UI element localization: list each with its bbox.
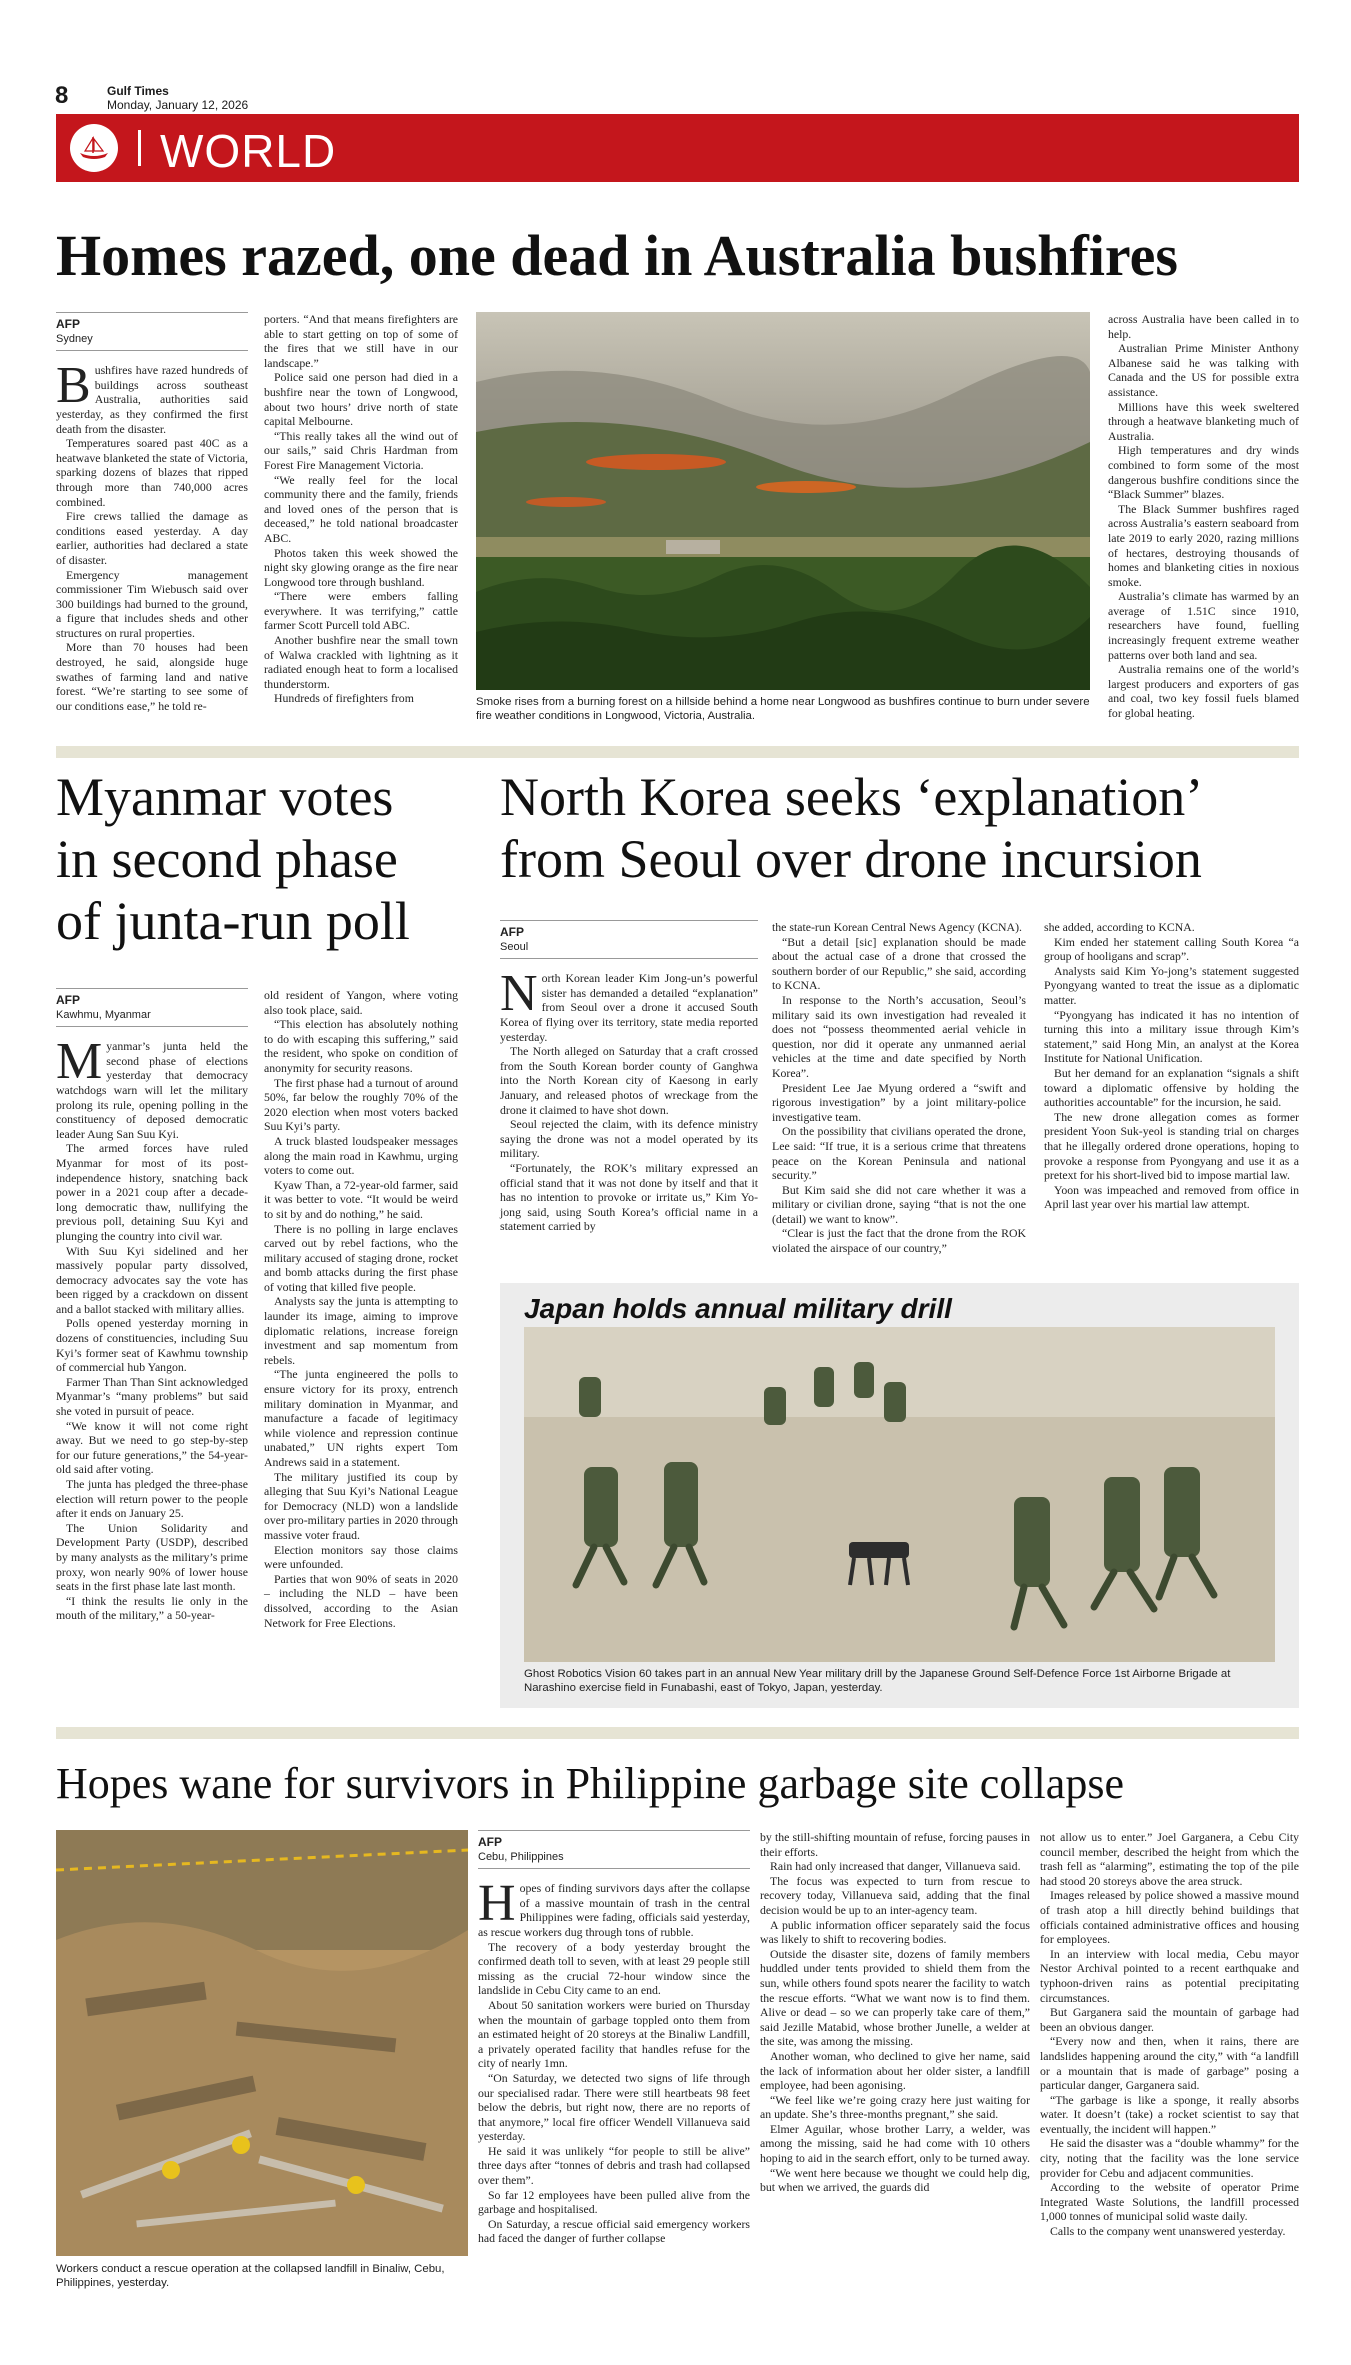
paragraph: Analysts said Kim Yo-jong’s statement suggested Pyongyang wanted to treat the issue as a diplomatic matter. (1044, 963, 1299, 1007)
paragraph: “But a detail [sic] explanation should be made about the actual case of a drone that crossed the southern border of our Republic,” she said, according to KCNA. (772, 934, 1026, 993)
paragraph: The Black Summer bushfires raged across Australia’s eastern seaboard from late 2019 to early 2020, razing millions of hectares, destroying thousands of homes and blanketing cities in noxious smoke. (1108, 501, 1299, 589)
paragraph: In response to the North’s accusation, Seoul’s military said its own investigation had revealed it does not “possess theommented aerial vehicle in question, nor did it operate any unmanned aerial vehicles at the time and date specified by North Korea”. (772, 992, 1026, 1080)
paragraph: Seoul rejected the claim, with its defence ministry saying the drone was not a model operated by its military. (500, 1117, 758, 1161)
paragraph: So far 12 employees have been pulled alive from the garbage and hospitalised. (478, 2187, 750, 2217)
paragraph: But Kim said she did not care whether it was a military or civilian drone, saying “that is not the one (detail) we want to know”. (772, 1182, 1026, 1226)
paragraph: Hundreds of firefighters from (274, 691, 414, 706)
paragraph: ushfires have razed hundreds of buildings across southeast Australia, authorities said yesterday, as they confirmed the first death from the disaster. (56, 363, 248, 436)
byline-source: AFP (478, 1835, 502, 1849)
paragraph: Analysts say the junta is attempting to launder its image, aiming to improve diplomatic relations, increase foreign investment and sap momentum from rebels. (264, 1294, 458, 1367)
paragraph: The military justified its coup by alleging that Suu Kyi’s National League for Democracy (NLD) won a landslide over pro-military parties in 2020 through massive voter fraud. (264, 1469, 458, 1542)
paragraph: porters. “And that means firefighters are able to start getting on top of some of the fires that we still have in our landscape.” (264, 312, 458, 370)
story-myanmar-col2 (264, 988, 458, 1708)
dropcap: B (56, 357, 91, 415)
section-separator (138, 130, 141, 166)
paragraph: In an interview with local media, Cebu mayor Nestor Archival pointed to a recent earthquake and typhoon-driven rains as potential precipitating circumstances. (1040, 1946, 1299, 2005)
paragraph: With Suu Kyi sidelined and her massively popular party dissolved, democracy advocates say the vote has been rigged by a crackdown on dissent and a ballot stacked with military allies. (56, 1243, 248, 1316)
page-number: 8 (55, 82, 69, 109)
story-australia-headline: Homes razed, one dead in Australia bushfires (56, 223, 1178, 288)
headline-line: from Seoul over drone incursion (500, 829, 1202, 889)
paragraph: Outside the disaster site, dozens of family members huddled under tents provided to shield them from the sun, while others found spots nearer the facility to watch the rescue efforts. “What we want now is to find them. Alive or dead – so we can properly take care of them,” said Jezille Matabid, whose brother Junelle, a welder at the site, was among the missing. (760, 1946, 1030, 2049)
story-philippines-col1 (478, 1830, 750, 2290)
paragraph: President Lee Jae Myung ordered a “swift and rigorous investigation” by a joint military-police investigative team. (772, 1080, 1026, 1124)
byline (56, 988, 248, 1027)
paragraph: Election monitors say those claims were unfounded. (264, 1542, 458, 1572)
paragraph: she added, according to KCNA. (1044, 920, 1195, 934)
story-myanmar-col1 (56, 988, 248, 1708)
byline (478, 1830, 750, 1869)
landfill-caption: Workers conduct a rescue operation at the collapsed landfill in Binaliw, Cebu, Philippines, yesterday. (56, 2263, 445, 2289)
bushfire-photo (476, 312, 1090, 690)
paragraph: “This really takes all the wind out of our sails,” said Chris Hardman from Forest Fire Management Victoria. (264, 428, 458, 472)
headline-line: Myanmar votes (56, 767, 394, 827)
paragraph: The first phase had a turnout of around 50%, far below the roughly 70% of the 2020 election when most voters backed Suu Kyi’s party. (264, 1075, 458, 1134)
drill-title: Japan holds annual military drill (524, 1293, 952, 1324)
paragraph: “Clear is just the fact that the drone from the ROK violated the airspace of our country,” (772, 1226, 1026, 1256)
story-korea-col2 (772, 920, 1026, 1280)
section-divider (56, 1727, 1299, 1739)
byline-location: Sydney (56, 332, 93, 345)
paragraph: According to the website of operator Prime Integrated Waste Solutions, the landfill processed 1,000 tonnes of municipal solid waste daily. (1040, 2180, 1299, 2224)
paragraph: The recovery of a body yesterday brought the confirmed death toll to seven, with at least 29 people still missing as the crucial 72-hour window since the landslide in Cebu City came to an end. (478, 1939, 750, 1998)
byline-location: Kawhmu, Myanmar (56, 1008, 151, 1021)
dropcap: N (500, 965, 538, 1023)
byline-source: AFP (56, 993, 80, 1007)
paragraph: Another woman, who declined to give her name, said the lack of information about her older sister, a landfill employee, had been agonising. (760, 2048, 1030, 2093)
paragraph: Elmer Aguilar, whose brother Larry, a welder, was among the missing, said he had come with 10 others hoping to aid in the search effort, only to be turned away. (760, 2121, 1030, 2166)
headline-line: North Korea seeks ‘explanation’ (500, 767, 1204, 827)
paragraph: The Union Solidarity and Development Party (USDP), described by many analysts as the military’s prime proxy, won nearly 90% of lower house seats in the first phase late last month. (56, 1520, 248, 1594)
paragraph: Yoon was impeached and removed from office in April last year over his martial law attempt. (1044, 1182, 1299, 1212)
paragraph: The new drone allegation comes as former president Yoon Suk-yeol is standing trial on charges that he illegally ordered drone operations, hoping to provoke a response from Pyongyang and use it as a pretext for his short-lived bid to impose martial law. (1044, 1109, 1299, 1183)
paragraph: Calls to the company went unanswered yesterday. (1050, 2224, 1286, 2239)
paragraph: There is no polling in large enclaves carved out by rebel factions, who the military accused of staging drone, rocket and bomb attacks during the first phase of voting that killed five people. (264, 1221, 458, 1294)
bushfire-caption: Smoke rises from a burning forest on a hillside behind a home near Longwood as bushfires continue to burn under severe fire weather conditions in Longwood, Victoria, Australia. (476, 696, 1090, 722)
paragraph: About 50 sanitation workers were buried on Thursday when the mountain of garbage toppled onto them from an estimated height of 20 storeys at the Binaliw Landfill, a privately operated facility that handles refuse for the city of nearly 1mn. (478, 1997, 750, 2071)
story-australia-col1 (56, 312, 248, 726)
paragraph: Kyaw Than, a 72-year-old farmer, said it was better to vote. “It would be weird to sit by and do nothing,” he said. (264, 1177, 458, 1221)
story-australia-col3 (1108, 312, 1299, 726)
headline-line: in second phase (56, 829, 398, 889)
paragraph: He said it was unlikely “for people to still be alive” three days after “tonnes of debris and trash had collapsed over them”. (478, 2143, 750, 2188)
byline-location: Cebu, Philippines (478, 1850, 564, 1863)
paragraph: But Garganera said the mountain of garbage had been an obvious danger. (1040, 2005, 1299, 2034)
paragraph: The focus was expected to turn from rescue to recovery today, Villanueva said, adding that the final decision would be up to an inter-agency team. (760, 1873, 1030, 1917)
byline (500, 920, 758, 959)
paragraph: across Australia have been called in to help. (1108, 312, 1299, 341)
section-title: WORLD (160, 125, 337, 177)
section-divider (56, 746, 1299, 758)
paragraph: Fire crews tallied the damage as conditions eased yesterday. A day earlier, authorities had declared a state of disaster. (56, 509, 248, 567)
paragraph: “The junta engineered the polls to ensure victory for its proxy, entrench military domination in Myanmar, and manufacture a facade of legitimacy while violence and repression continue unabated,” UN rights expert Tom Andrews said in a statement. (264, 1367, 458, 1469)
paragraph: Farmer Than Than Sint acknowledged Myanmar’s “many problems” but said she voted in pursuit of peace. (56, 1374, 248, 1419)
byline-location: Seoul (500, 940, 529, 953)
paragraph: But her demand for an explanation “signals a shift toward a diplomatic offensive by holding the authorities accountable” for the incursion, he said. (1044, 1065, 1299, 1110)
paragraph: The North alleged on Saturday that a craft crossed from the South Korean border county of Ganghwa into the North Korean city of Kaesong in early January, and released photos of wreckage from the drone it claimed to have shot down. (500, 1044, 758, 1117)
landfill-photo (56, 1830, 468, 2256)
paragraph: Emergency management commissioner Tim Wiebusch said over 300 buildings had burned to the ground, a figure that includes sheds and other structures on rural properties. (56, 567, 248, 640)
dropcap: H (478, 1875, 516, 1933)
paragraph: On Saturday, a rescue official said emergency workers had faced the danger of further collapse (478, 2216, 750, 2246)
story-korea-col3 (1044, 920, 1299, 1280)
paragraph: Images released by police showed a massive mound of trash atop a hill directly behind buildings that officials contained administrative offices and housing for employees. (1040, 1888, 1299, 1947)
drill-caption: Ghost Robotics Vision 60 takes part in an annual New Year military drill by the Japanese Ground Self-Defence Force 1st Airborne Brigade at Narashino exercise field in Funabashi, east of Tokyo, Japan, yesterday. (524, 1668, 1231, 1694)
paragraph: “We went here because we thought we could help dig, but when we arrived, the guards did (760, 2165, 1030, 2195)
paragraph: old resident of Yangon, where voting also took place, said. (264, 988, 458, 1017)
paragraph: “We really feel for the local community there and the family, friends and loved ones of the person that is deceased,” he told national broadcaster ABC. (264, 472, 458, 545)
paragraph: “This election has absolutely nothing to do with escaping this suffering,” said the resident, who spoke on condition of anonymity for security reasons. (264, 1017, 458, 1075)
paragraph: “I think the results lie only in the mouth of the military,” a 50-year- (56, 1593, 248, 1623)
paragraph: Polls opened yesterday morning in dozens of constituencies, including Suu Kyi’s former seat of Kawhmu township of commercial hub Yangon. (56, 1316, 248, 1375)
paragraph: Australia’s climate has warmed by an average of 1.51C since 1910, researchers have found, fuelling increasingly frequent extreme weather patterns over both land and sea. (1108, 589, 1299, 662)
paragraph: Rain had only increased that danger, Villanueva said. (770, 1859, 1021, 1874)
section-bar (56, 114, 1299, 182)
paragraph: “We know it will not come right away. But we need to go step-by-step for our future generations,” the 54-year-old said after voting. (56, 1418, 248, 1477)
paragraph: A public information officer separately said the focus was likely to shift to recovering bodies. (760, 1917, 1030, 1947)
story-philippines-col3 (1040, 1830, 1299, 2290)
paragraph: Australia remains one of the world’s largest producers and exporters of gas and coal, two key fossil fuels blamed for global heating. (1108, 662, 1299, 721)
story-philippines-headline: Hopes wane for survivors in Philippine garbage site collapse (56, 1759, 1124, 1808)
paragraph: by the still-shifting mountain of refuse, forcing pauses in their efforts. (760, 1830, 1030, 1859)
paragraph: yanmar’s junta held the second phase of elections yesterday that democracy watchdogs warn will let the military prolong its rule, opening polling in the constituency of deposed democratic leader Aung San Suu Kyi. (56, 1039, 248, 1141)
paragraph: A truck blasted loudspeaker messages along the main road in Kawhmu, urging voters to come out. (264, 1133, 458, 1178)
paragraph: More than 70 houses had been destroyed, he said, alongside huge swathes of farming land and native forest. “We’re starting to see some of our conditions ease,” he told re- (56, 640, 248, 713)
paragraph: the state-run Korean Central News Agency (KCNA). (772, 920, 1022, 934)
paragraph: not allow us to enter.” Joel Garganera, a Cebu City council member, described the height from which the trash fell as “alarming”, estimating the top of the pile had stood 20 storeys above the area struck. (1040, 1830, 1299, 1888)
paragraph: opes of finding survivors days after the collapse of a massive mountain of trash in the central Philippines were fading, officials said yesterday, as rescue workers dug through tons of rubble. (478, 1881, 750, 1939)
paper-name: Gulf Times (107, 84, 169, 98)
paragraph: Parties that won 90% of seats in 2020 – including the NLD – have been dissolved, according to the Asian Network for Free Elections. (264, 1571, 458, 1630)
byline (56, 312, 248, 351)
paper-date: Monday, January 12, 2026 (107, 98, 249, 112)
paragraph: Another bushfire near the small town of Walwa crackled with lightning as it radiated enough heat to form a localised thunderstorm. (264, 633, 458, 691)
paragraph: Millions have this week sweltered through a heatwave blanketing much of Australia. (1108, 399, 1299, 443)
paragraph: Photos taken this week showed the night sky glowing orange as the fire near Longwood tore through bushland. (264, 545, 458, 589)
headline-line: of junta-run poll (56, 891, 410, 951)
paragraph: “The garbage is like a sponge, it really absorbs water. It doesn’t (take) a rocket scientist to say that eventually, the incident will happen.” (1040, 2092, 1299, 2136)
paragraph: “Fortunately, the ROK’s military expressed an official stand that it was not done by itself and that it has no intention to provoke or irritate us,” Kim Yo-jong said, using South Korea’s official name in a statement carried by (500, 1160, 758, 1234)
paragraph: He said the disaster was a “double whammy” for the city, noting that the facility was the lone service provider for Cebu and adjacent communities. (1040, 2136, 1299, 2180)
dhow-logo-icon (70, 124, 118, 172)
byline-source: AFP (500, 925, 524, 939)
paragraph: “On Saturday, we detected two signs of life through our specialised radar. There were still heartbeats 98 feet below the debris, but right now, there are no reports of that anymore,” local fire officer Wendell Villanueva said yesterday. (478, 2070, 750, 2144)
paragraph: “We feel like we’re going crazy here just waiting for an update. She’s three-months pregnant,” she said. (760, 2092, 1030, 2122)
paragraph: “Every now and then, when it rains, there are landslides happening around the city,” with “a landfill or a mountain that is made of garbage” posing a particular danger, Garganera said. (1040, 2034, 1299, 2093)
drill-photo-box (500, 1283, 1299, 1708)
story-myanmar-headline (56, 766, 496, 952)
paragraph: orth Korean leader Kim Jong-un’s powerful sister has demanded a detailed “explanation” from Seoul over a drone it accused South Korea of flying over its territory, state media reported yesterday. (500, 971, 758, 1044)
paragraph: The junta has pledged the three-phase election will return power to the people after it ends on January 25. (56, 1477, 248, 1521)
paragraph: Australian Prime Minister Anthony Albanese said he was talking with Canada and the US for possible extra assistance. (1108, 341, 1299, 399)
story-korea-col1 (500, 920, 758, 1280)
byline-source: AFP (56, 317, 80, 331)
paragraph: Police said one person had died in a bushfire near the town of Longwood, about two hours’ drive north of state capital Melbourne. (264, 370, 458, 429)
paragraph: Kim ended her statement calling South Korea “a group of hooligans and scrap”. (1044, 934, 1299, 964)
story-korea-headline (500, 766, 1300, 890)
paragraph: “There were embers falling everywhere. It was terrifying,” cattle farmer Scott Purcell told ABC. (264, 589, 458, 633)
paragraph: High temperatures and dry winds combined to form some of the most dangerous bushfire conditions since the “Black Summer” blazes. (1108, 443, 1299, 502)
dropcap: M (56, 1033, 103, 1091)
drill-photo (524, 1327, 1275, 1662)
paragraph: The armed forces have ruled Myanmar for most of its post-independence history, snatching back power in a 2021 coup after a decade-long democratic thaw, nullifying the previous poll, detaining Suu Kyi and plunging the country into civil war. (56, 1141, 248, 1243)
story-australia-col2 (264, 312, 458, 726)
paragraph: “Pyongyang has indicated it has no intention of turning this into a military issue through Kim’s statement,” said Hong Min, an analyst at the Korea Institute for National Unification. (1044, 1007, 1299, 1066)
story-philippines-col2 (760, 1830, 1030, 2290)
paragraph: On the possibility that civilians operated the drone, Lee said: “If true, it is a serious crime that threatens peace on the Korean Peninsula and national security.” (772, 1124, 1026, 1183)
paragraph: Temperatures soared past 40C as a heatwave blanketed the state of Victoria, sparking dozens of blazes that ripped through more than 740,000 acres combined. (56, 436, 248, 509)
